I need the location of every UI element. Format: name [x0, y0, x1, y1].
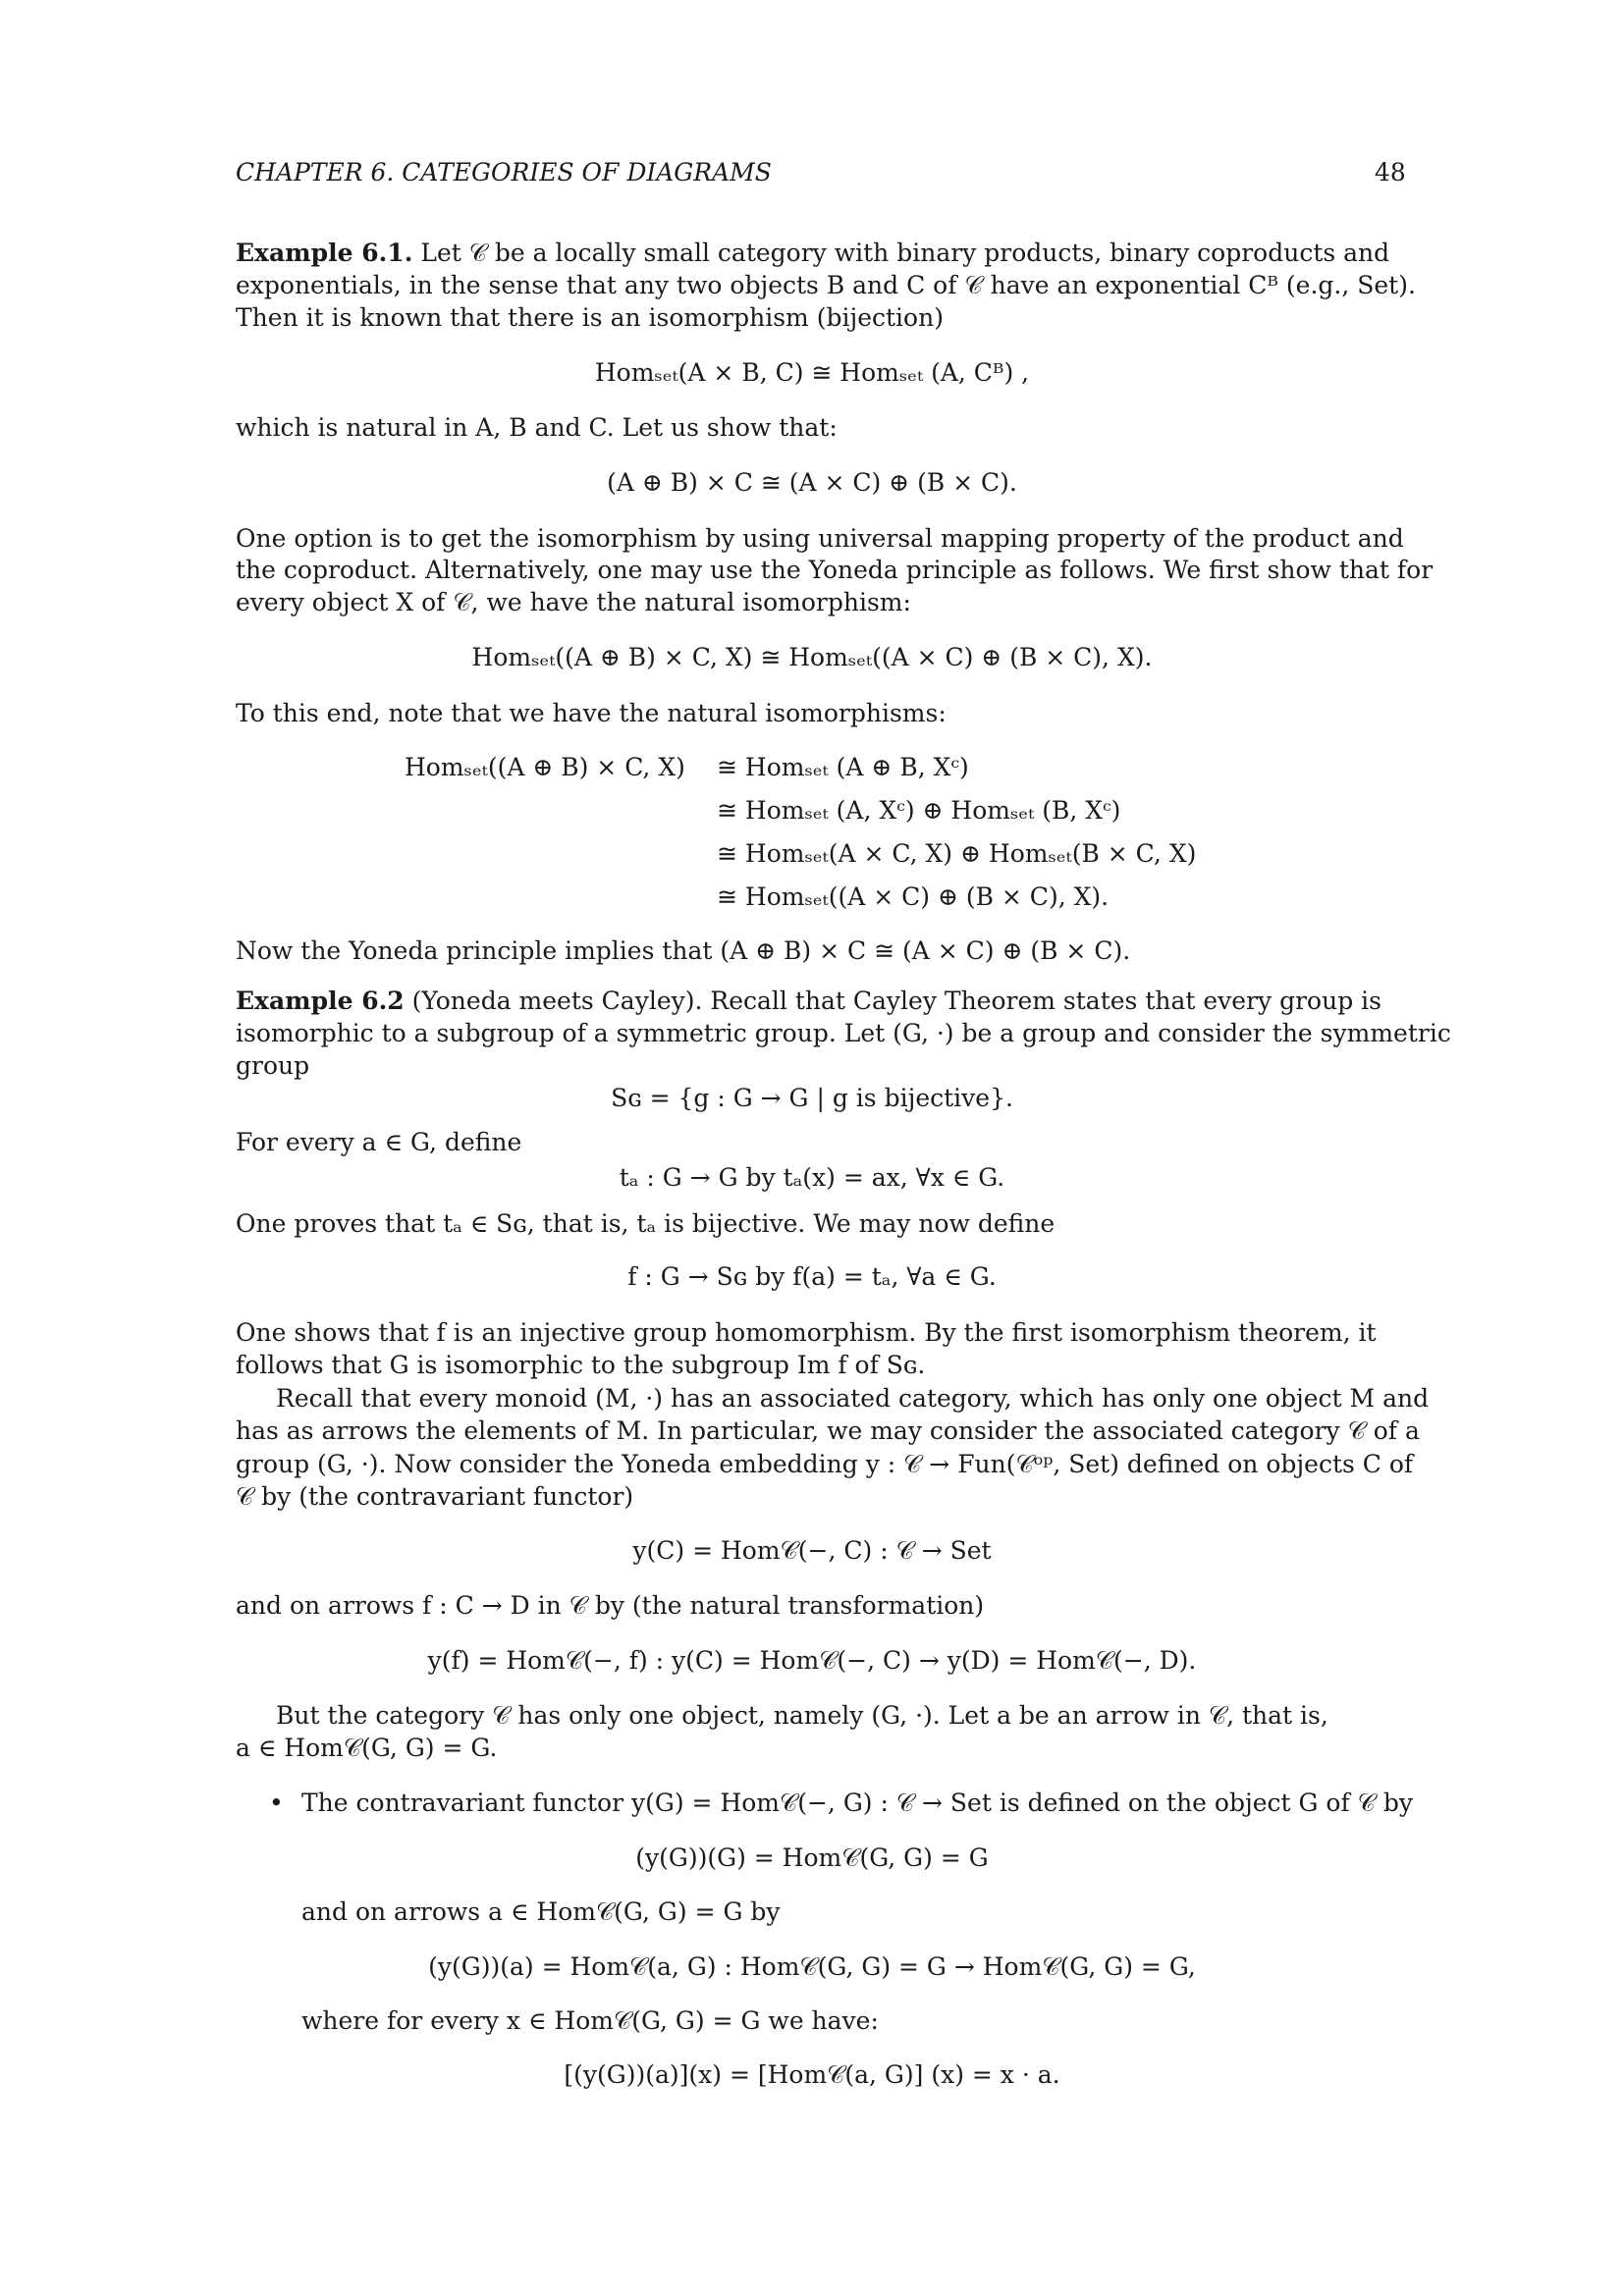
aligned-equation-lhs: Homₛₑₜ((A ⊕ B) × C, X) — [405, 753, 685, 781]
example-6-2-label: Example 6.2 — [236, 987, 405, 1015]
example-6-2-line-3: group — [236, 1051, 310, 1080]
equation-yc: y(C) = Hom𝒞(−, C) : 𝒞 → Set — [632, 1536, 992, 1565]
equation-symmetric-group: Sɢ = {g : G → G | g is bijective}. — [611, 1084, 1013, 1112]
example-6-1-line-2: exponentials, in the sense that any two objects B and C of 𝒞 have an exponential Cᴮ (e.g., Set). — [236, 271, 1416, 299]
aligned-equation-row-3: ≅ Homₛₑₜ(A × C, X) ⊕ Homₛₑₜ(B × C, X) — [717, 839, 1197, 868]
recall-line-3: group (G, ·). Now consider the Yoneda embedding y : 𝒞 → Fun(𝒞ᵒᵖ, Set) defined on objects C of — [236, 1450, 1414, 1478]
define-ta-text: For every a ∈ G, define — [236, 1128, 522, 1156]
equation-hom-adjunction: Homₛₑₜ(A × B, C) ≅ Homₛₑₜ (A, Cᴮ) , — [594, 358, 1030, 387]
arrows-text: and on arrows f : C → D in 𝒞 by (the natural transformation) — [236, 1591, 985, 1620]
example-6-1-first-line — [236, 240, 1389, 268]
bullet-text: The contravariant functor y(G) = Hom𝒞(−, G) : 𝒞 → Set is defined on the object G of 𝒞 by — [301, 1789, 1413, 1817]
example-6-2-text: (Yoneda meets Cayley). Recall that Cayley Theorem states that every group is — [411, 987, 1381, 1015]
but-line-2: a ∈ Hom𝒞(G, G) = G. — [236, 1734, 498, 1762]
recall-line-4: 𝒞 by (the contravariant functor) — [236, 1482, 634, 1511]
paragraph-options-line-2: the coproduct. Alternatively, one may use the Yoneda principle as follows. We first show that for — [236, 556, 1434, 584]
shows-line-1: One shows that f is an injective group homomorphism. By the first isomorphism theorem, it — [236, 1318, 1377, 1347]
recall-line-1: Recall that every monoid (M, ·) has an associated category, which has only one object M and — [276, 1384, 1430, 1413]
aligned-equation-row-1: ≅ Homₛₑₜ (A ⊕ B, Xᶜ) — [717, 753, 969, 781]
arrows2-text: and on arrows a ∈ Hom𝒞(G, G) = G by — [301, 1897, 781, 1926]
paragraph-options-line-3: every object X of 𝒞, we have the natural isomorphism: — [236, 588, 911, 616]
where-text: where for every x ∈ Hom𝒞(G, G) = G we have: — [301, 2006, 879, 2035]
natural-in-text: which is natural in A, B and C. Let us show that: — [236, 413, 838, 442]
equation-final: [(y(G))(a)](x) = [Hom𝒞(a, G)] (x) = x · a. — [564, 2060, 1060, 2089]
proves-text: One proves that tₐ ∈ Sɢ, that is, tₐ is bijective. We may now define — [236, 1209, 1056, 1238]
yoneda-conclusion: Now the Yoneda principle implies that (A ⊕ B) × C ≅ (A × C) ⊕ (B × C). — [236, 936, 1131, 965]
example-6-2-first-line — [236, 988, 1381, 1016]
shows-line-2: follows that G is isomorphic to the subgroup Im f of Sɢ. — [236, 1351, 926, 1379]
equation-hom-x: Homₛₑₜ((A ⊕ B) × C, X) ≅ Homₛₑₜ((A × C) ⊕ (B × C), X). — [471, 643, 1153, 671]
recall-line-2: has as arrows the elements of M. In particular, we may consider the associated category 𝒞 of a — [236, 1416, 1420, 1445]
to-this-end-text: To this end, note that we have the natural isomorphisms: — [236, 699, 947, 727]
but-line-1: But the category 𝒞 has only one object, namely (G, ·). Let a be an arrow in 𝒞, that is, — [276, 1701, 1328, 1730]
example-6-1-line-3: Then it is known that there is an isomorphism (bijection) — [236, 303, 944, 332]
equation-f: f : G → Sɢ by f(a) = tₐ, ∀a ∈ G. — [627, 1262, 997, 1291]
equation-yf: y(f) = Hom𝒞(−, f) : y(C) = Hom𝒞(−, C) → y(D) = Hom𝒞(−, D). — [427, 1646, 1197, 1675]
equation-yga: (y(G))(a) = Hom𝒞(a, G) : Hom𝒞(G, G) = G → Hom𝒞(G, G) = G, — [428, 1952, 1196, 1981]
equation-distributivity: (A ⊕ B) × C ≅ (A × C) ⊕ (B × C). — [607, 468, 1017, 497]
example-6-1-label: Example 6.1. — [236, 239, 413, 267]
aligned-equation-row-2: ≅ Homₛₑₜ (A, Xᶜ) ⊕ Homₛₑₜ (B, Xᶜ) — [717, 796, 1121, 825]
example-6-1-text: Let 𝒞 be a locally small category with binary products, binary coproducts and — [420, 239, 1390, 267]
page-number: 48 — [1375, 158, 1406, 187]
paragraph-options-line-1: One option is to get the isomorphism by using universal mapping property of the product and — [236, 524, 1404, 553]
aligned-equation-row-4: ≅ Homₛₑₜ((A × C) ⊕ (B × C), X). — [717, 882, 1110, 911]
example-6-2-line-2: isomorphic to a subgroup of a symmetric group. Let (G, ·) be a group and consider the symmetric — [236, 1019, 1451, 1047]
equation-yg: (y(G))(G) = Hom𝒞(G, G) = G — [635, 1843, 989, 1872]
running-title: CHAPTER 6. CATEGORIES OF DIAGRAMS — [236, 158, 772, 187]
bullet-marker: • — [269, 1789, 284, 1817]
equation-ta: tₐ : G → G by tₐ(x) = ax, ∀x ∈ G. — [619, 1163, 1005, 1192]
